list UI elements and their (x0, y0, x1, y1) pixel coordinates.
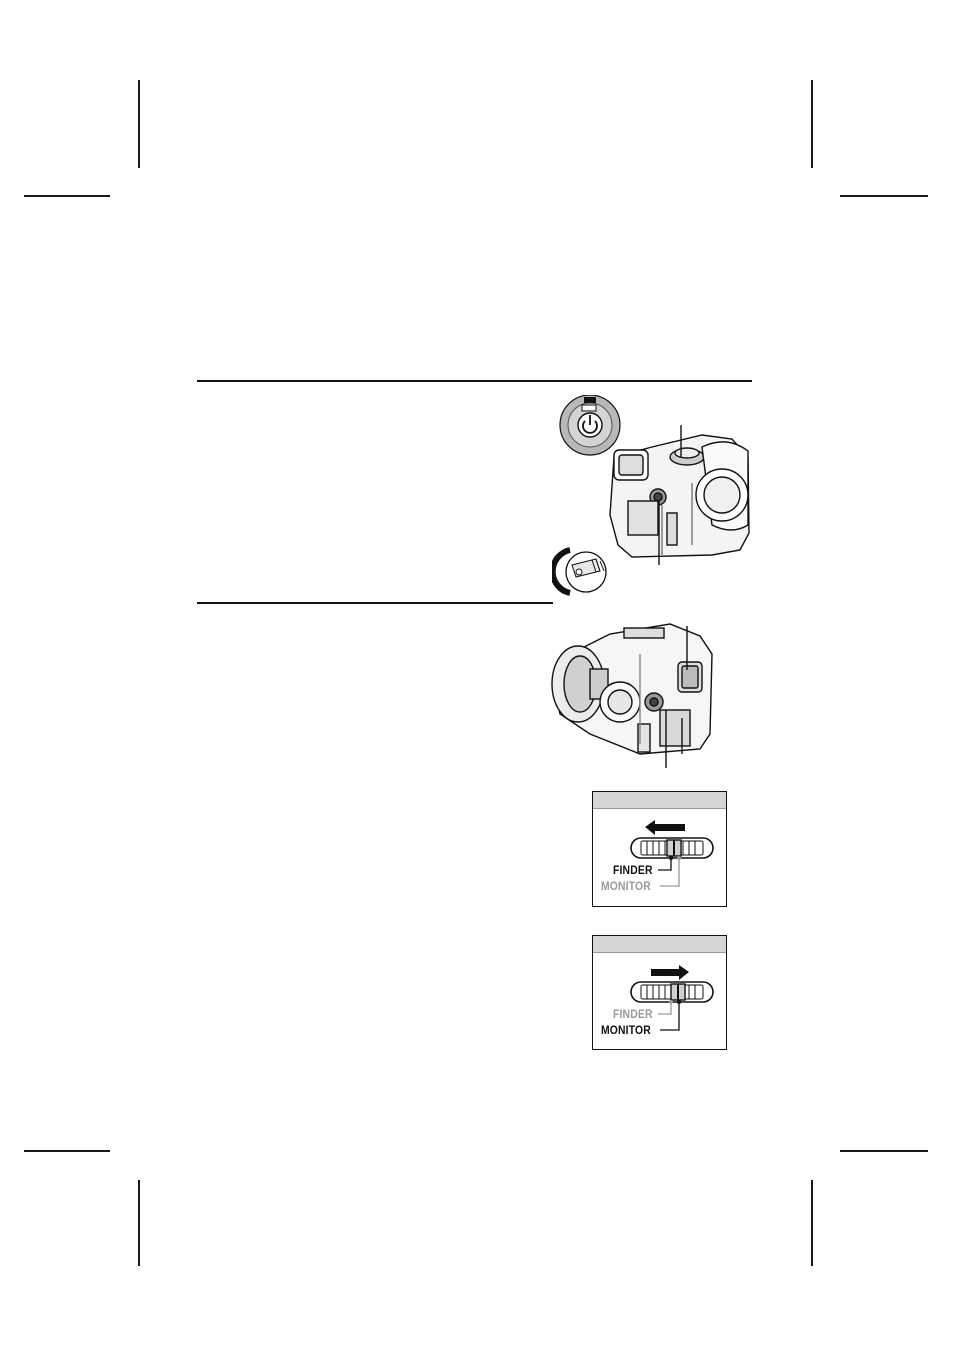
monitor-label: MONITOR (601, 881, 651, 893)
crop-mark-bottom-left-vertical (138, 1180, 140, 1266)
crop-mark-top-right-horizontal (840, 195, 928, 197)
monitor-label: MONITOR (601, 1025, 651, 1037)
crop-mark-top-right-vertical (811, 80, 813, 168)
section-rule-top (197, 380, 752, 382)
monitor-mode-panel (592, 935, 727, 1050)
crop-mark-bottom-left-horizontal (24, 1150, 110, 1152)
section-rule-middle (197, 602, 553, 604)
diopter-knob-icon (553, 550, 606, 593)
crop-mark-top-left-vertical (138, 80, 140, 168)
finder-label: FINDER (613, 865, 653, 877)
arrow-right-icon (651, 965, 689, 980)
finder-label: FINDER (613, 1009, 653, 1021)
crop-mark-bottom-right-horizontal (840, 1150, 928, 1152)
camera-back-figure (550, 614, 720, 774)
power-dial-icon (560, 395, 620, 455)
crop-mark-top-left-horizontal (24, 195, 110, 197)
camera-top-figure (552, 395, 757, 600)
crop-mark-bottom-right-vertical (811, 1180, 813, 1266)
arrow-left-icon (645, 820, 685, 835)
finder-mode-panel (592, 791, 727, 907)
camera-top-illustration (610, 435, 749, 557)
camera-back-illustration (552, 624, 712, 754)
